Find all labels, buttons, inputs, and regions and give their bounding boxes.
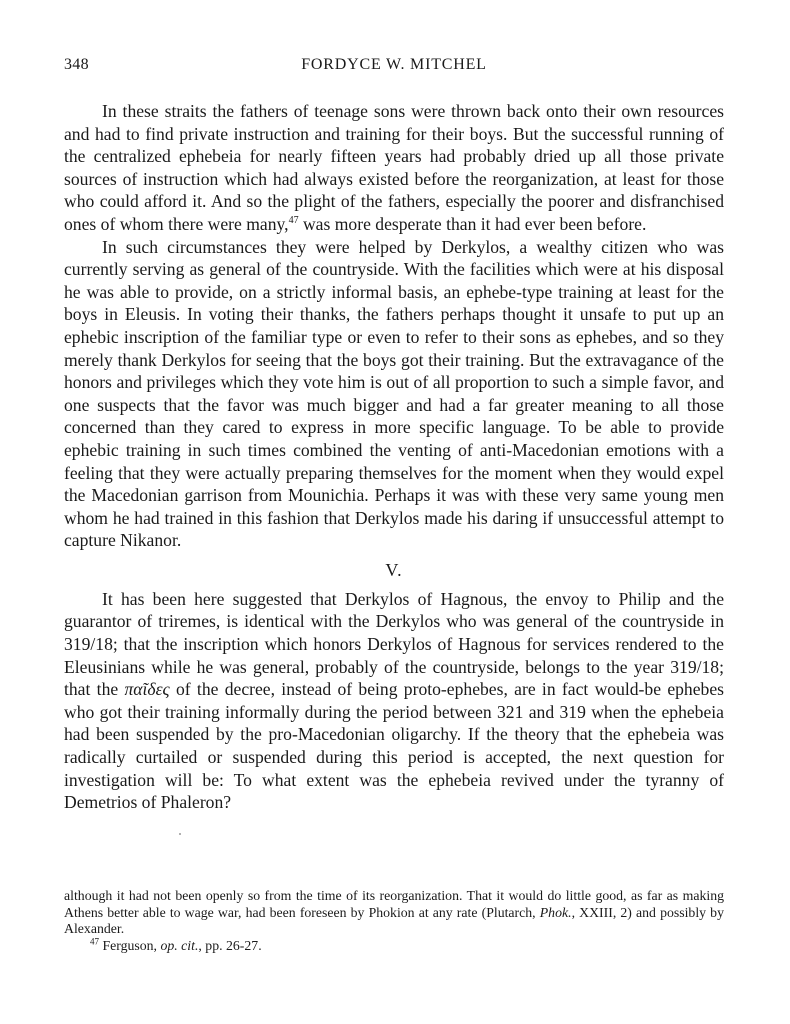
running-title: FORDYCE W. MITCHEL xyxy=(301,56,487,73)
paragraph-3-text-b: of the decree, instead of being proto-ephebes, are in fact would-be ephebes who got their training informally during the period between 321 and 319 when the ephebeia had been suspended by the pro-Macedonian oligarchy. If the theory that the ephebeia was radically curtailed or suspended during this period is accepted, the next question for investigation will be: To what extent was the ephebeia revived under the tyranny of Demetrios of Phaleron? xyxy=(64,679,724,813)
footnote-continuation-text-b: , XXIII, 2) and possibly by Alexander. xyxy=(64,904,724,936)
footnote-number: 47 xyxy=(90,935,99,946)
paragraph-2: In such circumstances they were helped by Derkylos, a wealthy citizen who was currently serving as general of the countryside. With the facilities which were at his disposal he was able to provide, on a strictly informal basis, an ephebe-type training at least for the boys in Eleusis. In voting their thanks, the fathers perhaps thought it unsafe to put up an ephebic inscription of the familiar type or even to refer to their sons as ephebes, and so they merely thank Derkylos for seeing that the boys got their training. But the extravagance of the honors and privileges which they vote him is out of all proportion to such a simple favor, and one suspects that the favor was much bigger and had a far greater meaning to all those concerned than they cared to express in more specific language. To be able to provide ephebic training in such times combined the venting of anti-Macedonian emotions with a feeling that they were actually preparing themselves for the moment when they would expel the Macedonian garrison from Mounichia. Perhaps it was with these very same young men whom he had trained in this fashion that Derkylos made his daring if unsuccessful attempt to capture Nikanor. xyxy=(64,236,724,551)
body-text xyxy=(64,100,724,814)
paragraph-3 xyxy=(64,588,724,814)
footnote-continuation-text-a: although it had not been openly so from the time of its reorganization. That it would do little good, as far as making Athens better able to wage war, had been foreseen by Phokion at any rate (Plutarch, xyxy=(64,888,724,920)
page-number: 348 xyxy=(64,56,89,73)
paragraph-3-text-a: It has been here suggested that Derkylos of Hagnous, the envoy to Philip and the guarantor of triremes, is identical with the Derkylos who was general of the countryside in 319/18; that the inscription which honors Derkylos of Hagnous for services rendered to the Eleusinians while he was general, probably of the countryside, belongs to the year 319/18; that the xyxy=(64,588,724,700)
running-head xyxy=(64,56,724,80)
paragraph-1-text-a: In these straits the fathers of teenage sons were thrown back onto their own resources and had to find private instruction and training for their boys. But the successful running of the centralized ephebeia for nearly fifteen years had probably dried up all those private sources of instruction which had always existed before the reorganization, at least for those who could afford it. And so the plight of the fathers, especially the poorer and disfranchised ones of whom there were many, xyxy=(64,101,724,234)
greek-term: παῖδες xyxy=(124,679,170,700)
footnote-continuation xyxy=(64,888,724,938)
footnote-pages: , pp. 26-27. xyxy=(198,937,262,953)
footnote-author: Ferguson, xyxy=(102,937,161,953)
footnotes xyxy=(64,888,724,954)
page xyxy=(64,56,724,814)
footnote-47 xyxy=(64,935,724,955)
paragraph-1 xyxy=(64,100,724,236)
scan-speck xyxy=(179,833,181,835)
section-heading: V. xyxy=(385,559,403,580)
paragraph-1-text-b: was more desperate than it had ever been before. xyxy=(298,213,647,234)
footnote-ref-47: 47 xyxy=(288,215,299,227)
footnote-op-cit: op. cit. xyxy=(160,937,199,953)
footnote-citation-italic: Phok. xyxy=(539,904,572,920)
